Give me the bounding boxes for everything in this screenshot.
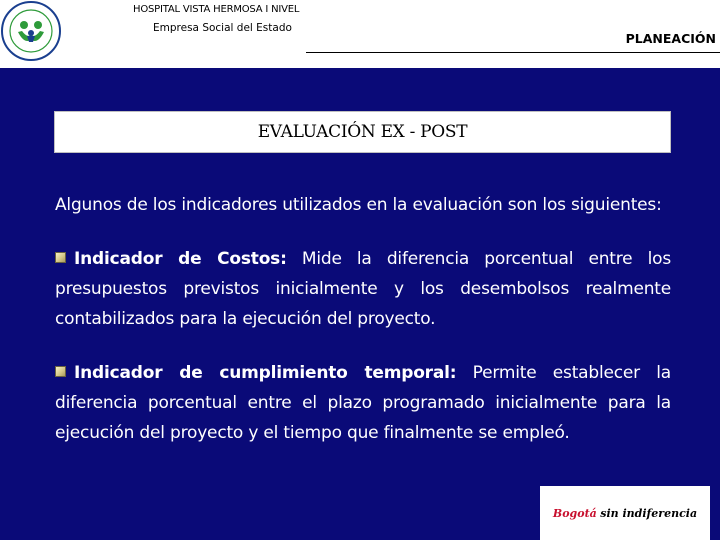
bogota-logo-slogan: sin indiferencia [600,506,698,520]
bogota-logo-text: Bogotá [552,506,597,520]
indicator-description: Permite establecer la diferencia porcentual entre el plazo programado inicialmente para la ejecución del proyecto y el tiempo que finalmente se empleó. [55,363,671,443]
hospital-logo-icon [0,0,62,62]
header-divider [306,52,720,53]
bullet-icon [55,252,66,263]
indicator-name: Indicador de Costos: [74,249,287,269]
indicator-name: Indicador de cumplimiento temporal: [74,363,457,383]
intro-paragraph: Algunos de los indicadores utilizados en la evaluación son los siguientes: [55,195,662,215]
slide-title: EVALUACIÓN EX - POST [54,111,671,153]
section-name: PLANEACIÓN [625,31,716,46]
bullet-icon [55,366,66,377]
slide-body [55,190,671,448]
indicator-description: Mide la diferencia porcentual entre los presupuestos previstos inicialmente y los desembolsos realmente contabilizados para la ejecución del proyecto. [55,249,671,329]
hospital-subtitle: Empresa Social del Estado [153,22,292,34]
bogota-logo [540,486,710,540]
hospital-name: HOSPITAL VISTA HERMOSA I NIVEL [133,4,300,15]
header-band [0,0,720,68]
indicator-item [55,358,671,448]
indicator-item [55,244,671,334]
